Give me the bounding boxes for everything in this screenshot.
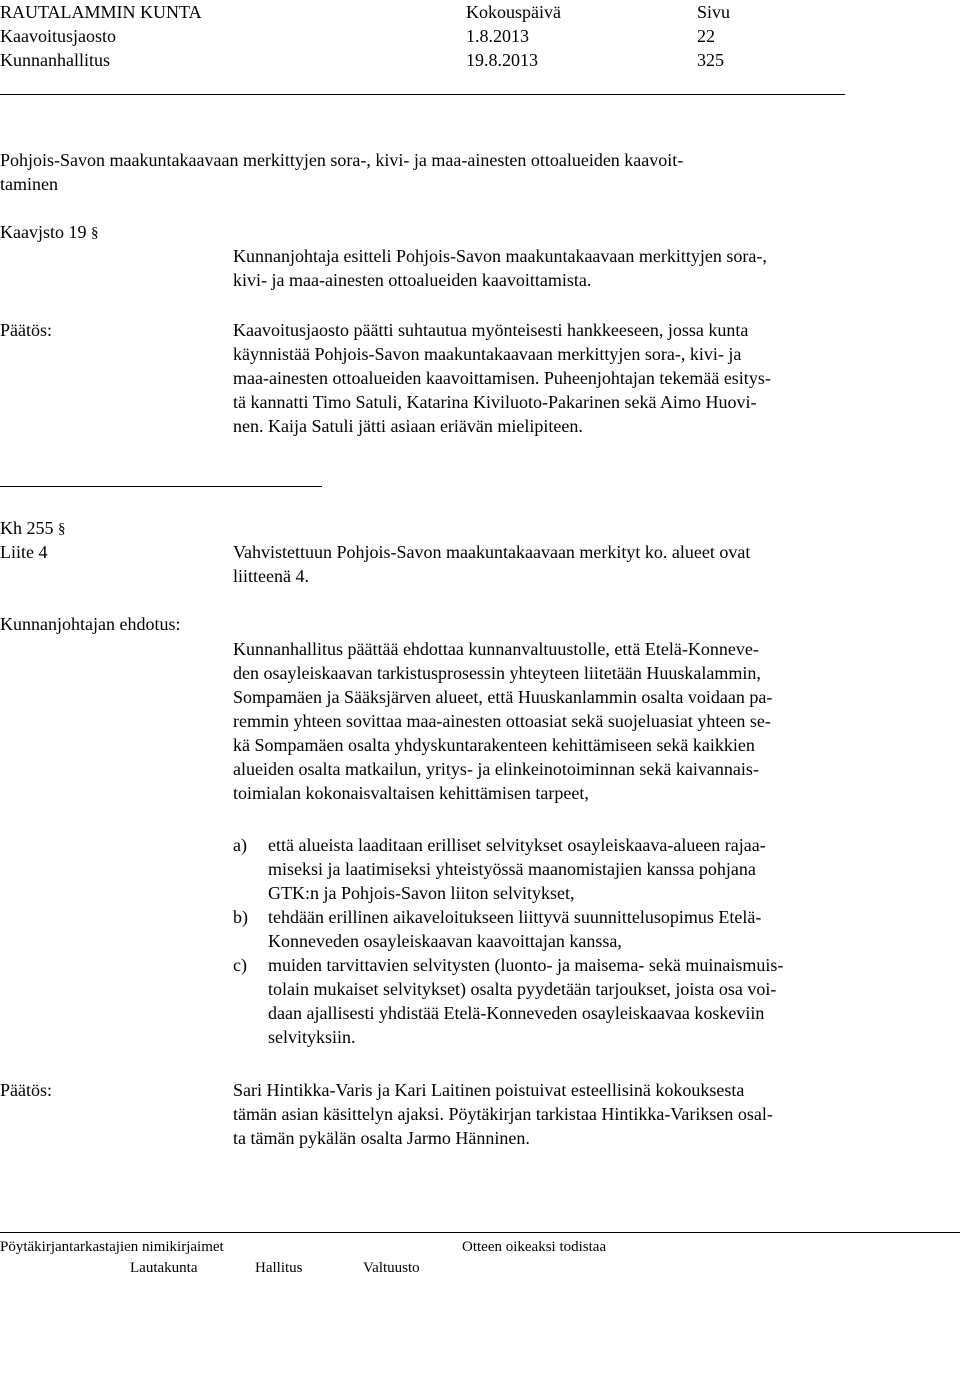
title-line: taminen: [0, 174, 58, 194]
title-line: Pohjois-Savon maakuntakaavaan merkittyjen sora-, kivi- ja maa-ainesten ottoalueiden kaavoit-: [0, 150, 684, 170]
municipality-name: RAUTALAMMIN KUNTA: [0, 2, 202, 22]
list-item: [233, 953, 883, 1049]
initials-label: Pöytäkirjantarkastajien nimikirjaimet: [0, 1239, 224, 1255]
text-line: remmin yhteen sovittaa maa-ainesten ottoasiat sekä suojeluasiat yhteen se-: [233, 711, 771, 731]
text-line: nen. Kaija Satuli jätti asiaan eriävän mielipiteen.: [233, 416, 583, 436]
text-line: liitteenä 4.: [233, 566, 309, 586]
text-line: toimialan kokonaisvaltaisen kehittämisen tarpeet,: [233, 783, 589, 803]
text-line: Kaavoitusjaosto päätti suhtautua myönteisesti hankkeeseen, jossa kunta: [233, 320, 749, 340]
footer-divider: [0, 1232, 960, 1233]
attachment-reference: Liite 4: [0, 542, 48, 562]
decision-text: [233, 318, 873, 438]
text-line: maa-ainesten ottoalueiden kaavoittamisen. Puheenjohtajan tekemää esitys-: [233, 368, 771, 388]
text-line: daan ajallisesti yhdistää Etelä-Konneveden osayleiskaavaa koskeviin: [268, 1003, 765, 1023]
text-line: miseksi ja laatimiseksi yhteistyössä maanomistajien kanssa pohjana: [268, 859, 756, 879]
list-item: [233, 833, 883, 905]
section-ref-text: Kh 255: [0, 518, 54, 538]
board-name: Kunnanhallitus: [0, 50, 110, 70]
header-divider: [0, 94, 845, 95]
section-sign: §: [90, 225, 99, 241]
committee-name: Kaavoitusjaosto: [0, 26, 116, 46]
text-line: että alueista laaditaan erilliset selvitykset osayleiskaava-alueen rajaa-: [268, 835, 766, 855]
text-line: tä kannatti Timo Satuli, Katarina Kiviluoto-Pakarinen sekä Aimo Huovi-: [233, 392, 757, 412]
agenda-item-title: [0, 148, 870, 196]
board-date: 19.8.2013: [466, 50, 538, 70]
committee-page: 22: [697, 26, 715, 46]
section-intro: [233, 540, 873, 588]
text-line: alueiden osalta matkailun, yritys- ja elinkeinotoiminnan sekä kaivannais-: [233, 759, 759, 779]
committee-date: 1.8.2013: [466, 26, 529, 46]
text-line: kä Sompamäen osalta yhdyskuntarakenteen kehittämiseen sekä kaikkien: [233, 735, 755, 755]
decision-label: Päätös:: [0, 320, 52, 340]
decision-label: Päätös:: [0, 1080, 52, 1100]
text-line: käynnistää Pohjois-Savon maakuntakaavaan merkittyjen sora-, kivi- ja: [233, 344, 742, 364]
text-line: Kunnanjohtaja esitteli Pohjois-Savon maakuntakaavaan merkittyjen sora-,: [233, 246, 767, 266]
initials-column-government: Hallitus: [255, 1260, 303, 1276]
text-line: tehdään erillinen aikaveloitukseen liittyvä suunnittelusopimus Etelä-: [268, 907, 762, 927]
list-item-label: a): [233, 835, 247, 855]
certified-copy-label: Otteen oikeaksi todistaa: [462, 1239, 607, 1255]
proposal-text: [233, 637, 873, 805]
section-sign: §: [58, 521, 66, 537]
list-item-label: c): [233, 955, 247, 975]
text-line: Sari Hintikka-Varis ja Kari Laitinen poistuivat esteellisinä kokouksesta: [233, 1080, 745, 1100]
text-line: tämän asian käsittelyn ajaksi. Pöytäkirjan tarkistaa Hintikka-Variksen osal-: [233, 1104, 773, 1124]
section-ref-text: Kaavjsto 19: [0, 222, 87, 242]
board-page: 325: [697, 50, 724, 70]
proposal-list: [233, 833, 883, 1049]
text-line: selvityksiin.: [268, 1027, 356, 1047]
text-line: muiden tarvittavien selvitysten (luonto- ja maisema- sekä muinaismuis-: [268, 955, 784, 975]
meeting-date-label: Kokouspäivä: [466, 2, 561, 22]
page-label: Sivu: [697, 2, 731, 22]
list-item: [233, 905, 883, 953]
initials-column-board: Lautakunta: [130, 1260, 198, 1276]
section-divider: [0, 486, 322, 487]
text-line: tolain mukaiset selvitykset) osalta pyydetään tarjoukset, joista osa voi-: [268, 979, 777, 999]
document-header: [0, 0, 960, 80]
section-reference: [0, 220, 98, 245]
list-item-label: b): [233, 907, 248, 927]
section-reference: [0, 516, 66, 541]
section-intro: [233, 244, 873, 292]
text-line: ta tämän pykälän osalta Jarmo Hänninen.: [233, 1128, 530, 1148]
text-line: kivi- ja maa-ainesten ottoalueiden kaavoittamista.: [233, 270, 592, 290]
proposal-label: Kunnanjohtajan ehdotus:: [0, 614, 181, 634]
text-line: den osayleiskaavan tarkistusprosessin yhteyteen liitetään Huuskalammin,: [233, 663, 761, 683]
text-line: GTK:n ja Pohjois-Savon liiton selvitykset,: [268, 883, 575, 903]
decision-text: [233, 1078, 873, 1150]
text-line: Vahvistettuun Pohjois-Savon maakuntakaavaan merkityt ko. alueet ovat: [233, 542, 751, 562]
text-line: Sompamäen ja Sääksjärven alueet, että Huuskanlammin osalta voidaan pa-: [233, 687, 773, 707]
text-line: Kunnanhallitus päättää ehdottaa kunnanvaltuustolle, että Etelä-Konneve-: [233, 639, 759, 659]
text-line: Konneveden osayleiskaavan kaavoittajan kanssa,: [268, 931, 622, 951]
initials-column-council: Valtuusto: [363, 1260, 420, 1276]
